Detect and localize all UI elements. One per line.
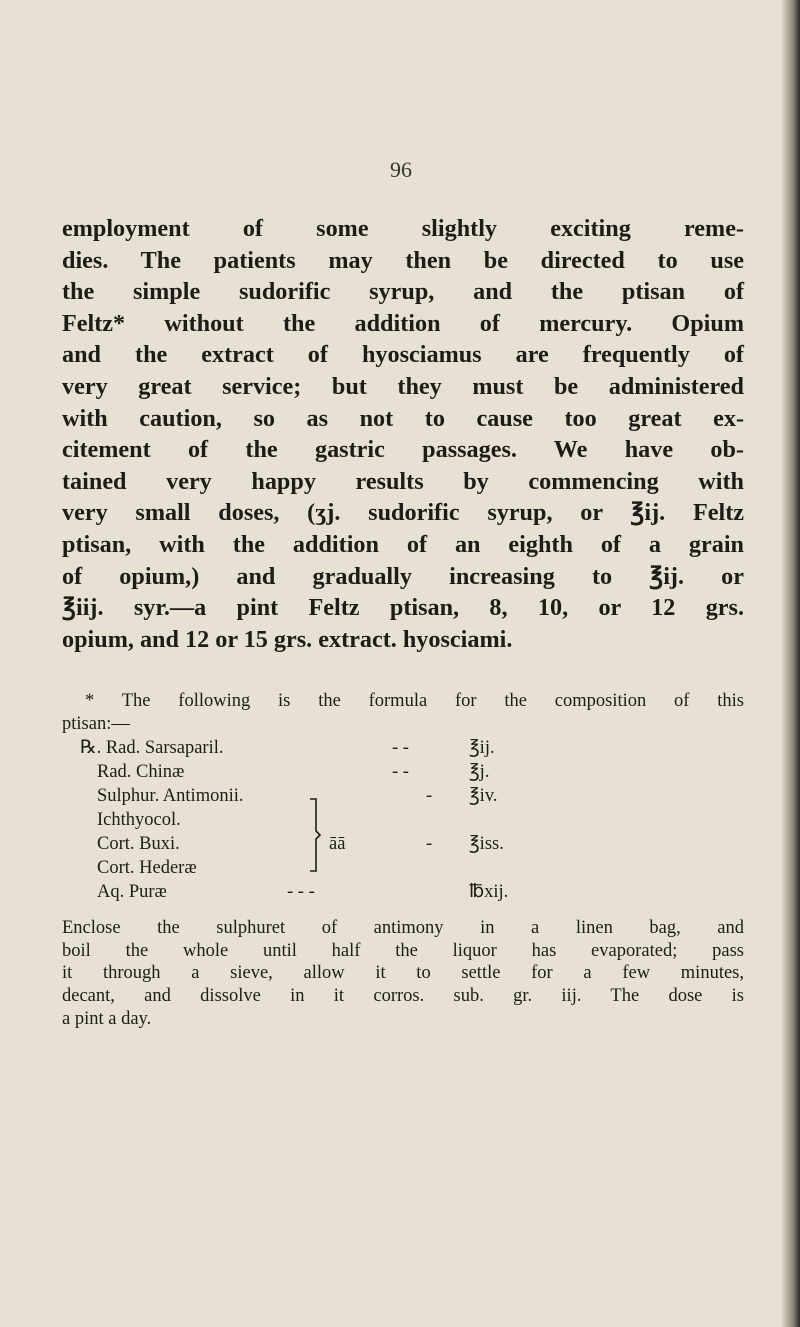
main-paragraph bbox=[62, 213, 744, 655]
formula-row bbox=[79, 809, 679, 831]
paragraph-line: and the extract of hyosciamus are frequently of bbox=[62, 341, 744, 369]
paragraph-line: with caution, so as not to cause too great ex- bbox=[62, 404, 744, 432]
paragraph-line: Feltz* without the addition of mercury. Opium bbox=[62, 309, 744, 337]
paragraph-line: ptisan, with the addition of an eighth of a grain bbox=[62, 530, 744, 558]
footnote-body-line: it through a sieve, allow it to settle for a few minutes, bbox=[62, 963, 744, 984]
formula-table bbox=[62, 735, 744, 917]
page-number: 96 bbox=[390, 157, 412, 182]
footnote bbox=[62, 690, 744, 1030]
formula-row bbox=[79, 833, 679, 855]
leader-dashes: - - bbox=[392, 762, 409, 783]
paragraph-line: ℥iij. syr.—a pint Feltz ptisan, 8, 10, or 12 grs. bbox=[62, 594, 744, 622]
ingredient-quantity: ℥iv. bbox=[469, 786, 498, 807]
leader-dashes: - - bbox=[392, 738, 409, 759]
ingredient-quantity: ℥j. bbox=[469, 762, 490, 783]
formula-row bbox=[79, 785, 679, 807]
footnote-body-line: a pint a day. bbox=[62, 1008, 152, 1029]
ingredient-name: ℞. Rad. Sarsaparil. bbox=[80, 738, 224, 759]
leader-dashes: - bbox=[426, 786, 433, 807]
ana-abbreviation: āā bbox=[329, 834, 346, 855]
right-brace-icon bbox=[308, 797, 322, 873]
ingredient-name: Aq. Puræ bbox=[97, 882, 167, 903]
footnote-intro-line: ptisan:— bbox=[62, 713, 130, 734]
ingredient-name: Rad. Chinæ bbox=[97, 762, 185, 783]
paragraph-line: tained very happy results by commencing with bbox=[62, 467, 744, 495]
paragraph-line: employment of some slightly exciting reme- bbox=[62, 215, 744, 242]
formula-row bbox=[79, 857, 679, 879]
paragraph-line: of opium,) and gradually increasing to ℥ij. or bbox=[62, 562, 744, 590]
ingredient-quantity: ℔xij. bbox=[469, 882, 509, 903]
formula-row bbox=[62, 737, 662, 759]
paragraph-line: citement of the gastric passages. We have ob- bbox=[62, 436, 744, 464]
ingredient-quantity: ℥ij. bbox=[469, 738, 495, 759]
footnote-body-line: decant, and dissolve in it corros. sub. gr. iij. The dose is bbox=[62, 985, 744, 1006]
footnote-body-line: boil the whole until half the liquor has evaporated; pass bbox=[62, 940, 744, 961]
ingredient-name: Cort. Hederæ bbox=[97, 858, 197, 879]
footnote-intro-line: * The following is the formula for the composition of this bbox=[85, 691, 744, 711]
paragraph-line: dies. The patients may then be directed to use bbox=[62, 246, 744, 274]
leader-dashes: - - - bbox=[287, 882, 315, 903]
ingredient-name: Sulphur. Antimonii. bbox=[97, 786, 244, 807]
paragraph-line: the simple sudorific syrup, and the ptisan of bbox=[62, 278, 744, 306]
ingredient-name: Ichthyocol. bbox=[97, 810, 181, 831]
formula-row bbox=[79, 881, 679, 903]
paragraph-line: opium, and 12 or 15 grs. extract. hyosciami. bbox=[62, 625, 513, 653]
leader-dashes: - bbox=[426, 834, 433, 855]
page-edge-shadow bbox=[782, 0, 800, 1327]
paragraph-line: very small doses, (ʒj. sudorific syrup, or ℥ij. Feltz bbox=[62, 499, 744, 527]
footnote-body-line: Enclose the sulphuret of antimony in a linen bag, and bbox=[62, 918, 744, 939]
formula-row bbox=[79, 761, 679, 783]
paragraph-line: very great service; but they must be administered bbox=[62, 372, 744, 400]
ingredient-name: Cort. Buxi. bbox=[97, 834, 180, 855]
ingredient-quantity: ℥iss. bbox=[469, 834, 504, 855]
